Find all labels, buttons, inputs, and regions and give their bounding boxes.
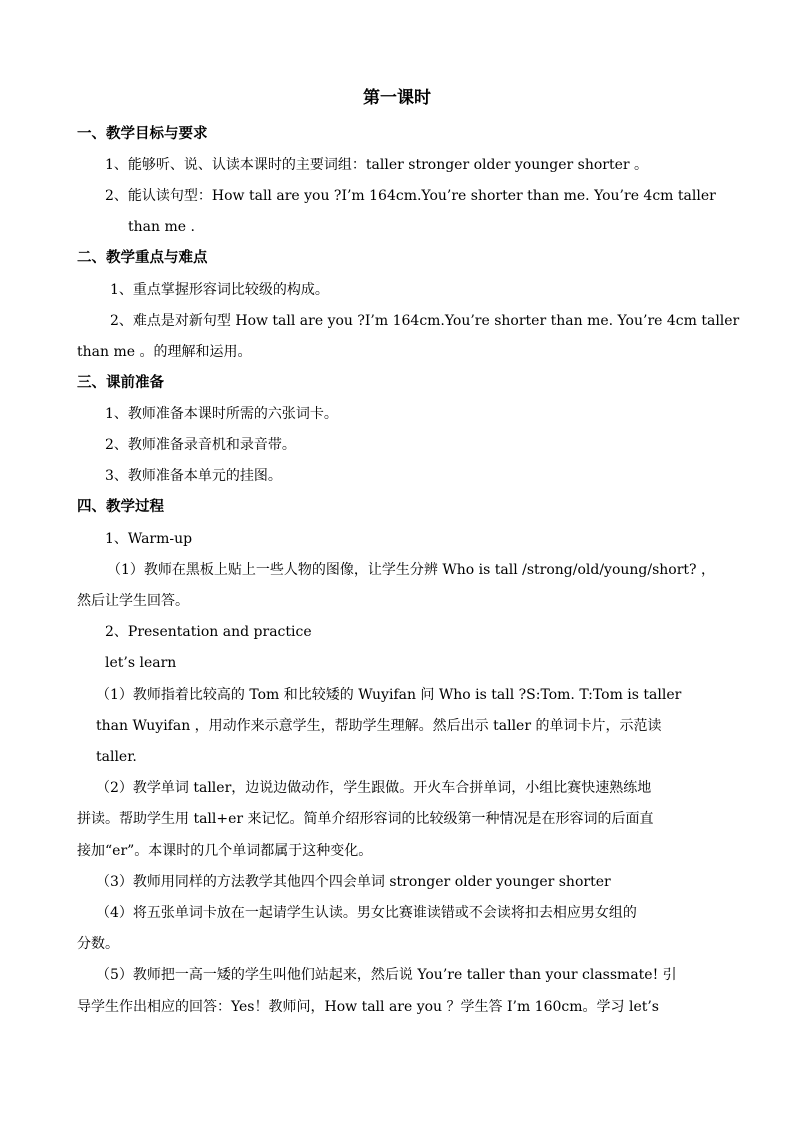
paragraph-line: 1、能够听、说、认读本课时的主要词组：taller stronger older younger shorter 。 [105, 157, 649, 173]
paragraph-line: 1、重点掌握形容词比较级的构成。 [110, 282, 329, 298]
paragraph-line: 导学生作出相应的回答：Yes！教师问，How tall are you ？学生答 I’m 160cm。学习 let’s [77, 999, 659, 1015]
paragraph-line: 2、能认读句型：How tall are you ?I’m 164cm.You’re shorter than me. You’re 4cm taller [105, 188, 716, 204]
paragraph-line: （1）教师指着比较高的 Tom 和比较矮的 Wuyifan 问 Who is tall ?S:Tom. T:Tom is taller [96, 687, 682, 703]
section-heading-4: 四、教学过程 [77, 498, 164, 515]
paragraph-line: 2、难点是对新句型 How tall are you ?I’m 164cm.You’re shorter than me. You’re 4cm taller [110, 313, 740, 329]
paragraph-line: 接加“er”。本课时的几个单词都属于这种变化。 [77, 843, 373, 859]
section-heading-2: 二、教学重点与难点 [77, 249, 208, 266]
paragraph-line: 1、Warm-up [105, 531, 193, 547]
paragraph-line: （2）教学单词 taller，边说边做动作，学生跟做。开火车合拼单词，小组比赛快速熟练地 [96, 780, 652, 796]
paragraph-line: 拼读。帮助学生用 tall+er 来记忆。简单介绍形容词的比较级第一种情况是在形容词的后面直 [77, 811, 654, 827]
paragraph-line: （1）教师在黑板上贴上一些人物的图像，让学生分辨 Who is tall /strong/old/young/short? ， [107, 562, 716, 578]
paragraph-line: 2、教师准备录音机和录音带。 [105, 437, 296, 453]
paragraph-line: 1、教师准备本课时所需的六张词卡。 [105, 406, 338, 422]
paragraph-line: （5）教师把一高一矮的学生叫他们站起来，然后说 You’re taller than your classmate! 引 [96, 967, 677, 983]
paragraph-line: than me 。的理解和运用。 [77, 344, 252, 360]
paragraph-line: taller. [96, 749, 137, 765]
paragraph-line: 2、Presentation and practice [105, 624, 312, 640]
section-heading-1: 一、教学目标与要求 [77, 125, 208, 142]
paragraph-line: 然后让学生回答。 [77, 593, 189, 609]
paragraph-line: 3、教师准备本单元的挂图。 [105, 468, 282, 484]
paragraph-line: than Wuyifan ，用动作来示意学生，帮助学生理解。然后出示 taller 的单词卡片，示范读 [96, 718, 662, 734]
paragraph-line: let’s learn [105, 655, 177, 671]
page-title: 第一课时 [363, 88, 431, 108]
paragraph-line: than me . [128, 219, 195, 235]
paragraph-line: 分数。 [77, 936, 119, 952]
section-heading-3: 三、课前准备 [77, 374, 164, 391]
paragraph-line: （3）教师用同样的方法教学其他四个四会单词 stronger older younger shorter [96, 874, 611, 890]
paragraph-line: （4）将五张单词卡放在一起请学生认读。男女比赛谁读错或不会读将扣去相应男女组的 [96, 905, 637, 921]
